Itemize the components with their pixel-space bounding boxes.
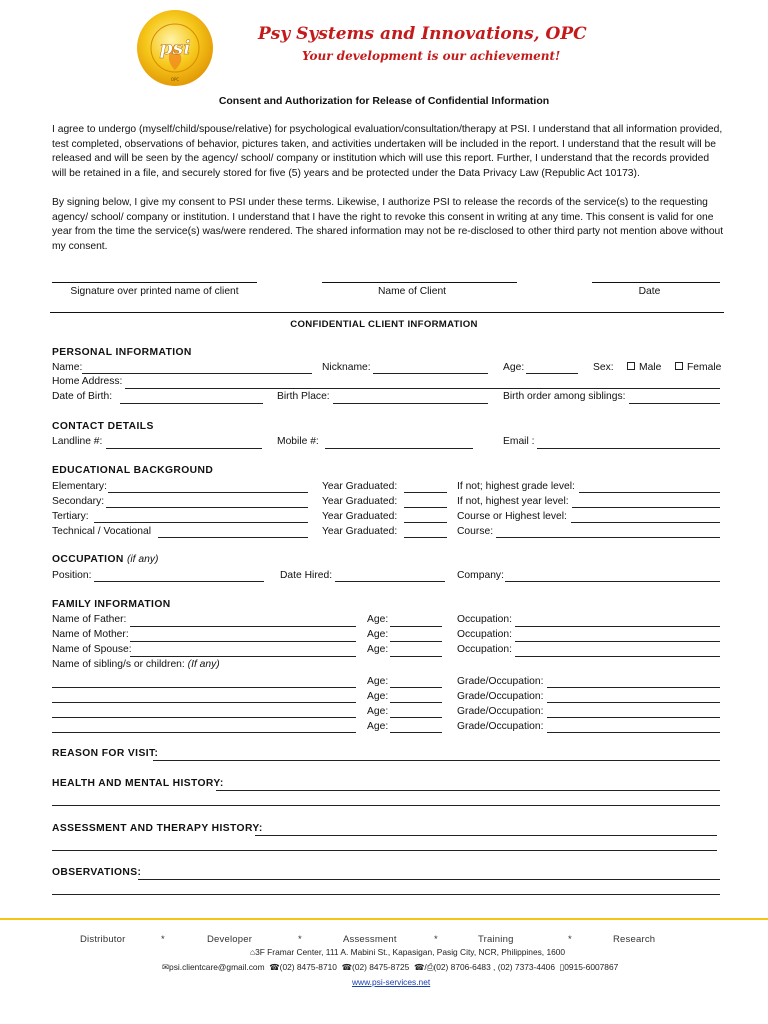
name-field[interactable] [82, 373, 312, 374]
spouse-field[interactable] [130, 656, 356, 657]
company-tagline: Your development is our achievement! [302, 49, 561, 63]
contact-details-heading: CONTACT DETAILS [52, 421, 154, 432]
name-label: Name: [52, 362, 83, 373]
personal-info-heading: PERSONAL INFORMATION [52, 347, 192, 358]
technical-year-field[interactable] [404, 537, 447, 538]
mobile-icon: ▯ [559, 962, 565, 972]
document-title: Consent and Authorization for Release of Confidential Information [218, 95, 550, 107]
home-address-label: Home Address: [52, 376, 123, 387]
spouse-age-field[interactable] [390, 656, 442, 657]
spouse-label: Name of Spouse: [52, 644, 132, 655]
mother-age-field[interactable] [390, 641, 442, 642]
company-logo [135, 8, 215, 88]
company-field[interactable] [505, 581, 720, 582]
elementary-label: Elementary: [52, 481, 107, 492]
family-info-heading: FAMILY INFORMATION [52, 599, 171, 610]
email-icon: ✉ [162, 962, 170, 972]
sibling-grade-label: Grade/Occupation: [457, 691, 544, 702]
secondary-year-label: Year Graduated: [322, 496, 398, 507]
sibling-grade-label: Grade/Occupation: [457, 676, 544, 687]
ifnot-grade-label: If not; highest grade level: [457, 481, 575, 492]
tertiary-field[interactable] [94, 522, 308, 523]
signature-line[interactable] [52, 282, 257, 283]
sibling-name-field[interactable] [52, 717, 356, 718]
father-occupation-field[interactable] [515, 626, 720, 627]
footer-phone-2: (02) 8475-8725 [352, 962, 410, 972]
mobile-field[interactable] [325, 448, 473, 449]
tertiary-label: Tertiary: [52, 511, 89, 522]
footer-contacts [162, 962, 618, 973]
nickname-field[interactable] [373, 373, 488, 374]
tertiary-year-label: Year Graduated: [322, 511, 398, 522]
position-label: Position: [52, 570, 92, 581]
technical-year-label: Year Graduated: [322, 526, 398, 537]
footer-phone-1: (02) 8475-8710 [279, 962, 337, 972]
footer-divider [0, 918, 768, 920]
sibling-grade-field[interactable] [547, 717, 720, 718]
secondary-label: Secondary: [52, 496, 105, 507]
occupation-heading: OCCUPATION (if any) [52, 554, 159, 565]
footer-fax: (02) 8706-6483 , (02) 7373-4406 [433, 962, 555, 972]
fax-icon: ☎/⎙ [413, 962, 434, 972]
consent-paragraph-2: By signing below, I give my consent to PSI under these terms. Likewise, I authorize PSI to release the records of the service(s) to the requesting agency/ school/ company or institution. I understand that I have the right to revoke this consent in writing at any time. This consent is valid for one year from the time the service(s) was/were rendered. The shared information may not be re-disclosed to other third party not mention above without my consent. [52, 197, 724, 253]
birth-order-field[interactable] [629, 403, 720, 404]
mother-field[interactable] [130, 641, 356, 642]
client-name-line[interactable] [322, 282, 517, 283]
phone-icon: ☎ [341, 962, 353, 972]
nickname-label: Nickname: [322, 362, 371, 373]
date-hired-label: Date Hired: [280, 570, 333, 581]
footer-address: ⌂3F Framar Center, 111 A. Mabini St., Kapasigan, Pasig City, NCR, Philippines, 1600 [250, 947, 566, 957]
male-checkbox[interactable] [627, 362, 635, 370]
course-field[interactable] [496, 537, 720, 538]
ifnot-grade-field[interactable] [579, 492, 720, 493]
tertiary-year-field[interactable] [404, 522, 447, 523]
sibling-age-field[interactable] [390, 687, 442, 688]
sibling-name-field[interactable] [52, 732, 356, 733]
male-option[interactable]: Male [627, 362, 661, 374]
assessment-field-line-2[interactable] [52, 850, 717, 851]
home-address-field[interactable] [125, 388, 720, 389]
sibling-grade-field[interactable] [547, 732, 720, 733]
observations-heading: OBSERVATIONS: [52, 867, 142, 878]
sibling-age-label: Age: [367, 706, 389, 717]
father-label: Name of Father: [52, 614, 127, 625]
reason-for-visit-heading: REASON FOR VISIT: [52, 748, 159, 759]
phone-icon: ☎ [269, 962, 280, 972]
sibling-age-label: Age: [367, 691, 389, 702]
date-line[interactable] [592, 282, 720, 283]
ifnot-year-label: If not, highest year level: [457, 496, 569, 507]
sibling-grade-label: Grade/Occupation: [457, 706, 544, 717]
service-separator: * [434, 934, 438, 945]
location-icon: ⌂ [250, 947, 256, 957]
secondary-field[interactable] [106, 507, 308, 508]
position-field[interactable] [94, 581, 264, 582]
client-name-label: Name of Client [377, 286, 447, 297]
service-developer: Developer [207, 934, 253, 945]
company-name: Psy Systems and Innovations, OPC [258, 24, 587, 44]
father-field[interactable] [130, 626, 356, 627]
course-highest-field[interactable] [571, 522, 720, 523]
spouse-age-label: Age: [367, 644, 389, 655]
mother-age-label: Age: [367, 629, 389, 640]
birth-place-field[interactable] [333, 403, 488, 404]
elementary-field[interactable] [108, 492, 308, 493]
health-field-line-2[interactable] [52, 805, 720, 806]
assessment-history-heading: ASSESSMENT AND THERAPY HISTORY: [52, 823, 263, 834]
service-distributor: Distributor [80, 934, 126, 945]
sibling-age-field[interactable] [390, 702, 442, 703]
technical-label: Technical / Vocational [52, 526, 152, 537]
section-divider [50, 312, 724, 313]
birth-order-label: Birth order among siblings: [503, 391, 626, 402]
service-separator: * [298, 934, 302, 945]
company-label: Company: [457, 570, 504, 581]
health-history-heading: HEALTH AND MENTAL HISTORY: [52, 778, 224, 789]
sibling-age-label: Age: [367, 676, 389, 687]
reason-field[interactable] [153, 760, 720, 761]
service-research: Research [613, 934, 656, 945]
father-age-field[interactable] [390, 626, 442, 627]
signature-label: Signature over printed name of client [70, 286, 239, 297]
svg-text:OPC: OPC [170, 77, 180, 82]
father-age-label: Age: [367, 614, 389, 625]
spouse-occupation-field[interactable] [515, 656, 720, 657]
sibling-grade-field[interactable] [547, 702, 720, 703]
sibling-age-field[interactable] [390, 717, 442, 718]
date-hired-field[interactable] [335, 581, 445, 582]
ifnot-year-field[interactable] [572, 507, 720, 508]
dob-label: Date of Birth: [52, 391, 113, 402]
female-option[interactable]: Female [675, 362, 721, 374]
mother-label: Name of Mother: [52, 629, 129, 640]
age-label: Age: [503, 362, 525, 373]
elementary-year-label: Year Graduated: [322, 481, 398, 492]
education-heading: EDUCATIONAL BACKGROUND [52, 465, 214, 476]
email-field[interactable] [537, 448, 720, 449]
father-occupation-label: Occupation: [457, 614, 512, 625]
mother-occupation-field[interactable] [515, 641, 720, 642]
birth-place-label: Birth Place: [277, 391, 330, 402]
sibling-name-field[interactable] [52, 687, 356, 688]
health-field[interactable] [216, 790, 720, 791]
assessment-field[interactable] [255, 835, 717, 836]
observations-field-line-2[interactable] [52, 894, 720, 895]
svg-text:psi: psi [159, 37, 191, 59]
footer-email[interactable]: psi.clientcare@gmail.com [169, 962, 265, 972]
sibling-age-field[interactable] [390, 732, 442, 733]
observations-field[interactable] [138, 879, 720, 880]
age-field[interactable] [526, 373, 578, 374]
service-separator: * [568, 934, 572, 945]
email-label: Email : [503, 436, 535, 447]
service-assessment: Assessment [343, 934, 397, 945]
confidential-info-title: CONFIDENTIAL CLIENT INFORMATION [290, 319, 478, 330]
spouse-occupation-label: Occupation: [457, 644, 512, 655]
course-label: Course: [457, 526, 494, 537]
course-highest-label: Course or Highest level: [457, 511, 567, 522]
dob-field[interactable] [120, 403, 263, 404]
elementary-year-field[interactable] [404, 492, 447, 493]
sibling-name-field[interactable] [52, 702, 356, 703]
date-label: Date [638, 286, 661, 297]
sibling-age-label: Age: [367, 721, 389, 732]
sibling-grade-field[interactable] [547, 687, 720, 688]
sibling-grade-label: Grade/Occupation: [457, 721, 544, 732]
landline-label: Landline #: [52, 436, 103, 447]
consent-paragraph-1: I agree to undergo (myself/child/spouse/relative) for psychological evaluation/consultation/therapy at PSI. I understand that all information provided, test completed, observations of behavior, pictures taken, and activities undertaken will be included in the report. I understand that the result will be released and will be seen by the agency/ school/ company or institution which will use this report. Further, I understand that the records provided will be retained in a file, and securely stored for five (5) years and be protected under the Data Privacy Law (Republic Act 10173). [52, 124, 723, 180]
service-training: Training [478, 934, 514, 945]
footer-website-link[interactable]: www.psi-services.net [352, 977, 431, 987]
service-separator: * [161, 934, 165, 945]
technical-field[interactable] [158, 537, 308, 538]
mother-occupation-label: Occupation: [457, 629, 512, 640]
sex-label: Sex: [593, 362, 614, 373]
footer-mobile: 0915-6007867 [564, 962, 619, 972]
landline-field[interactable] [106, 448, 262, 449]
siblings-label: Name of sibling/s or children: (If any) [52, 659, 220, 670]
mobile-label: Mobile #: [277, 436, 319, 447]
female-checkbox[interactable] [675, 362, 683, 370]
secondary-year-field[interactable] [404, 507, 447, 508]
